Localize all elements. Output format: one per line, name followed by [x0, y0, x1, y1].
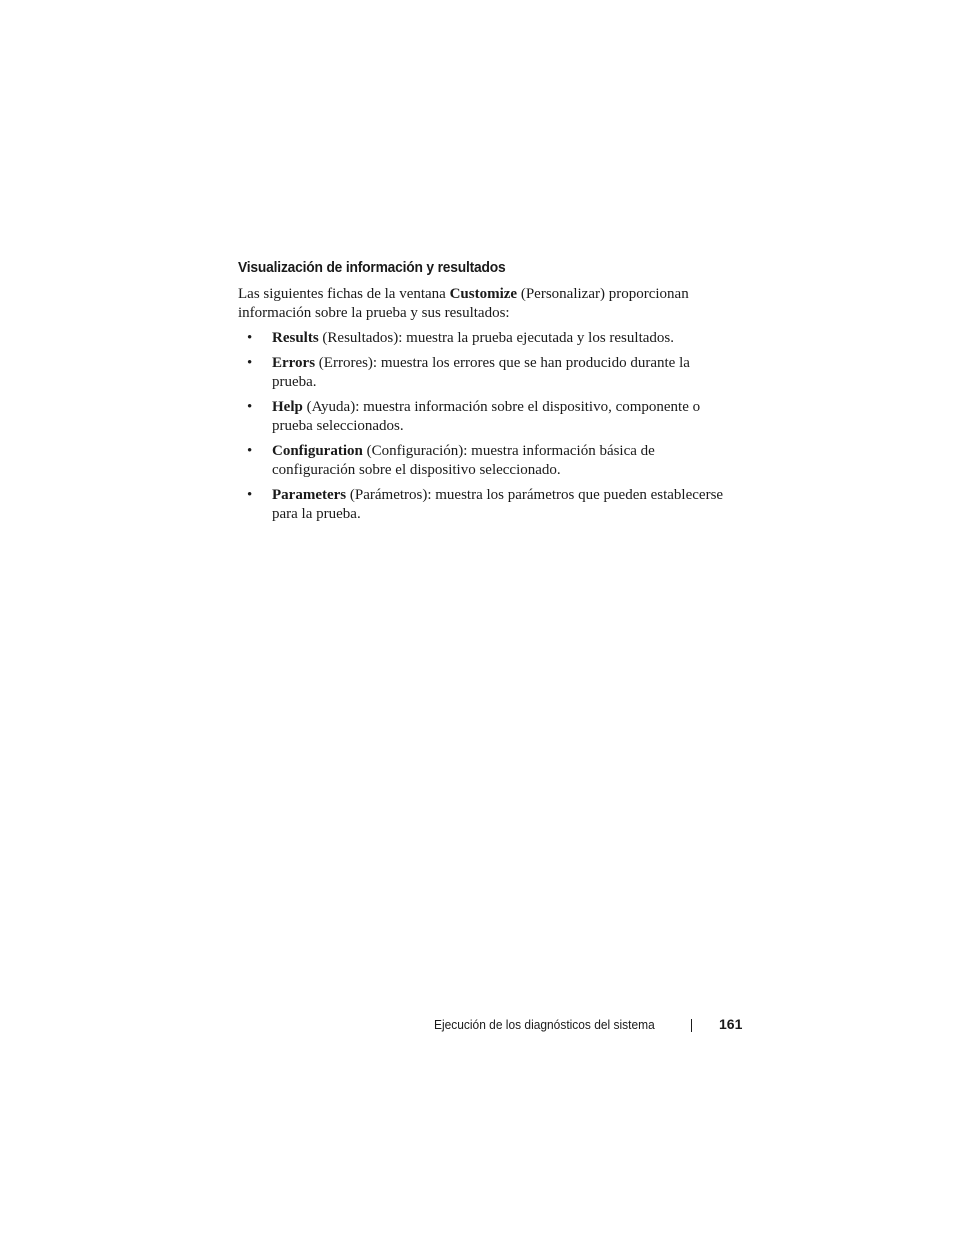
bullet-icon: • [247, 443, 253, 459]
list-item-parameters [238, 486, 738, 524]
list-item-configuration [238, 442, 738, 480]
page-footer [434, 1015, 742, 1035]
list-item-help [238, 398, 738, 436]
tab-description-list [238, 329, 738, 524]
description-parameters: (Parámetros): muestra los parámetros que pueden establecerse para la prueba. [272, 487, 724, 522]
intro-text-before: Las siguientes fichas de la ventana [238, 286, 450, 302]
term-errors: Errors [272, 355, 316, 371]
list-item-results [238, 329, 738, 348]
description-help: (Ayuda): muestra información sobre el dispositivo, componente o prueba seleccionados. [272, 399, 701, 434]
bullet-icon: • [247, 355, 253, 371]
footer-divider [691, 1019, 692, 1032]
body-text [238, 285, 738, 530]
list-item-errors [238, 354, 738, 392]
section-heading: Visualización de información y resultados [238, 259, 506, 276]
term-parameters: Parameters [272, 487, 347, 503]
term-configuration: Configuration [272, 443, 363, 459]
intro-text-after: (Personalizar) proporcionan información sobre la prueba y sus resultados: [238, 286, 689, 321]
bullet-icon: • [247, 399, 253, 415]
description-configuration: (Configuración): muestra información básica de configuración sobre el dispositivo seleccionado. [272, 443, 655, 478]
page-number: 161 [719, 1016, 743, 1032]
term-help: Help [272, 399, 303, 415]
bullet-icon: • [247, 330, 253, 346]
bullet-icon: • [247, 487, 253, 503]
description-results: (Resultados): muestra la prueba ejecutada y los resultados. [318, 330, 674, 346]
intro-bold-term: Customize [449, 286, 518, 302]
footer-chapter-title: Ejecución de los diagnósticos del sistema [434, 1017, 655, 1032]
intro-paragraph [238, 285, 738, 323]
description-errors: (Errores): muestra los errores que se han producido durante la prueba. [272, 355, 690, 390]
term-results: Results [272, 330, 319, 346]
